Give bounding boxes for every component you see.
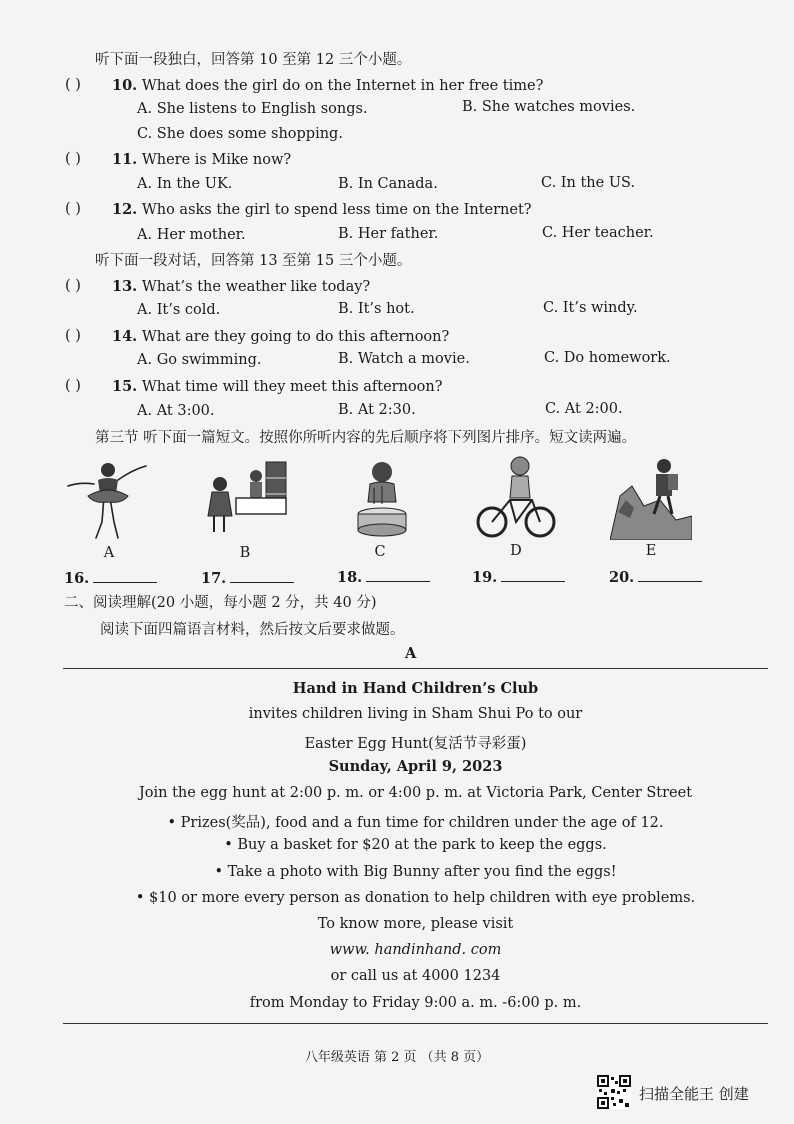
birthday-cake-icon [352, 458, 412, 540]
blank-underline [366, 567, 430, 582]
question-number: 13. [112, 278, 138, 295]
section-monologue-instruction: 听下面一段独白，回答第 10 至第 12 三个小题。 [95, 52, 412, 68]
question-text: What time will they meet this afternoon? [141, 379, 443, 395]
option-a: A. At 3:00. [137, 403, 215, 419]
option-c: C. Her teacher. [542, 225, 654, 241]
option-b: B. She watches movies. [462, 99, 636, 115]
picture-label-e: E [645, 543, 657, 559]
picture-label-b: B [239, 545, 251, 561]
blank-number: 17. [201, 570, 227, 587]
ballet-dancer-icon [66, 458, 150, 540]
question-text: What are they going to do this afternoon? [141, 329, 450, 345]
answer-blank-18[interactable] [337, 567, 430, 586]
scanner-watermark: 扫描全能王 创建 [639, 1085, 749, 1103]
option-c: C. She does some shopping. [137, 126, 343, 142]
option-a: A. It’s cold. [137, 302, 221, 318]
notice-hours: from Monday to Friday 9:00 a. m. -6:00 p. m. [249, 995, 582, 1011]
question-text: Who asks the girl to spend less time on the Internet? [141, 202, 532, 218]
blank-number: 18. [337, 569, 363, 586]
answer-blank-17[interactable] [201, 568, 294, 587]
picture-label-a: A [103, 545, 115, 561]
section-dialogue-instruction: 听下面一段对话，回答第 13 至第 15 三个小题。 [95, 253, 412, 269]
question-13 [112, 277, 370, 297]
blank-underline [501, 567, 565, 582]
notice-more-info: To know more, please visit [317, 916, 514, 932]
picture-label-c: C [374, 544, 386, 560]
answer-blank-20[interactable] [609, 567, 702, 586]
option-c: C. Do homework. [544, 350, 671, 366]
option-c: C. It’s windy. [543, 300, 638, 316]
notice-title: Hand in Hand Children’s Club [292, 680, 539, 697]
question-10 [112, 76, 543, 96]
option-a: A. Her mother. [137, 227, 246, 243]
answer-bracket: ( ) [65, 328, 81, 344]
question-number: 11. [112, 151, 138, 168]
divider-top [63, 668, 768, 669]
question-text: Where is Mike now? [141, 152, 292, 168]
answer-bracket: ( ) [65, 77, 81, 93]
option-a: A. She listens to English songs. [137, 101, 368, 117]
option-a: A. In the UK. [137, 176, 233, 192]
option-c: C. At 2:00. [545, 401, 623, 417]
picture-label-d: D [510, 543, 522, 559]
notice-bullet: • Prizes(奖品), food and a fun time for children under the age of 12. [167, 815, 664, 831]
option-a: A. Go swimming. [137, 352, 262, 368]
reading-instruction: 阅读下面四篇语言材料，然后按文后要求做题。 [100, 622, 405, 638]
answer-bracket: ( ) [65, 278, 81, 294]
answer-blank-16[interactable] [64, 568, 157, 587]
notice-bullet: • Take a photo with Big Bunny after you find the eggs! [214, 864, 617, 880]
option-b: B. Watch a movie. [338, 351, 470, 367]
passage-label: A [405, 645, 417, 662]
blank-number: 19. [472, 569, 498, 586]
answer-bracket: ( ) [65, 378, 81, 394]
question-14 [112, 327, 449, 347]
notice-website: www. handinhand. com [329, 942, 502, 958]
question-number: 12. [112, 201, 138, 218]
option-b: B. It’s hot. [338, 301, 415, 317]
qr-code-icon [597, 1075, 631, 1109]
mountain-hiker-icon [610, 456, 692, 540]
blank-number: 20. [609, 569, 635, 586]
question-number: 15. [112, 378, 138, 395]
question-text: What does the girl do on the Internet in her free time? [141, 78, 544, 94]
blank-number: 16. [64, 570, 90, 587]
notice-bullet: • Buy a basket for $20 at the park to keep the eggs. [224, 837, 607, 853]
question-number: 10. [112, 77, 138, 94]
question-15 [112, 377, 443, 397]
blank-underline [93, 568, 157, 583]
option-b: B. Her father. [338, 226, 439, 242]
bicycle-rider-icon [476, 452, 558, 540]
question-text: What’s the weather like today? [141, 279, 371, 295]
notice-details: Join the egg hunt at 2:00 p. m. or 4:00 p. m. at Victoria Park, Center Street [138, 785, 693, 801]
answer-blank-19[interactable] [472, 567, 565, 586]
blank-underline [230, 568, 294, 583]
notice-event: Easter Egg Hunt(复活节寻彩蛋) [304, 736, 527, 752]
section-3-instruction: 第三节 听下面一篇短文。按照你所听内容的先后顺序将下列图片排序。短文读两遍。 [95, 430, 637, 446]
divider-bottom [63, 1023, 768, 1024]
notice-date: Sunday, April 9, 2023 [328, 758, 503, 775]
answer-bracket: ( ) [65, 201, 81, 217]
question-11 [112, 150, 291, 170]
girl-library-icon [200, 460, 290, 540]
notice-phone: or call us at 4000 1234 [330, 968, 501, 984]
blank-underline [638, 567, 702, 582]
notice-invite: invites children living in Sham Shui Po to our [248, 706, 583, 722]
notice-bullet: • $10 or more every person as donation to help children with eye problems. [135, 890, 696, 906]
option-c: C. In the US. [541, 175, 636, 191]
question-12 [112, 200, 532, 220]
answer-bracket: ( ) [65, 151, 81, 167]
option-b: B. At 2:30. [338, 402, 416, 418]
question-number: 14. [112, 328, 138, 345]
reading-section-header: 二、阅读理解(20 小题，每小题 2 分，共 40 分) [64, 595, 377, 611]
option-b: B. In Canada. [338, 176, 438, 192]
page-footer: 八年级英语 第 2 页 （共 8 页） [304, 1050, 490, 1065]
